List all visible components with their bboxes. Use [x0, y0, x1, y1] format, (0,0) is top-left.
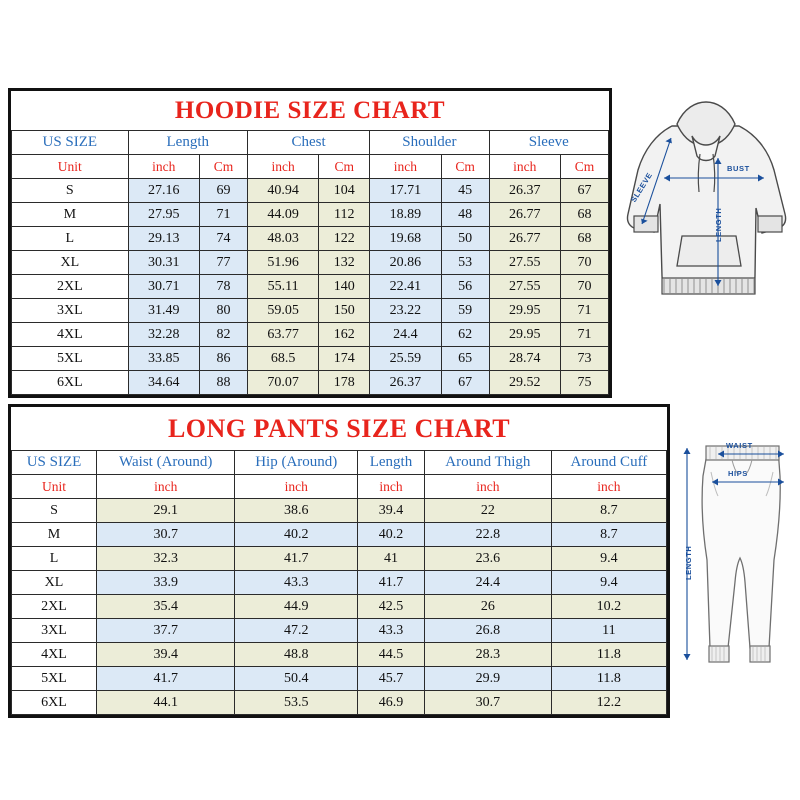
table-row: [12, 667, 667, 691]
row-size: XL: [12, 571, 97, 595]
hoodie-sleeve-label: SLEEVE: [629, 170, 655, 204]
cell: 140: [319, 275, 370, 299]
cell: 41.7: [97, 667, 235, 691]
cell: 67: [441, 371, 489, 395]
cell: 68: [560, 227, 608, 251]
pants-illustration: [672, 432, 798, 722]
cell: 31.49: [128, 299, 199, 323]
cell: 59.05: [247, 299, 318, 323]
unit-label: Unit: [12, 155, 129, 179]
cell: 150: [319, 299, 370, 323]
cell: 50.4: [235, 667, 358, 691]
table-row: [12, 643, 667, 667]
cell: 11: [551, 619, 666, 643]
cell: 9.4: [551, 571, 666, 595]
cell: 41.7: [358, 571, 425, 595]
cell: 53: [441, 251, 489, 275]
row-size: 2XL: [12, 595, 97, 619]
cell: 8.7: [551, 499, 666, 523]
cell: 112: [319, 203, 370, 227]
cell: 24.4: [370, 323, 441, 347]
unit-label: Unit: [12, 475, 97, 499]
cell: 71: [560, 323, 608, 347]
cell: 41.7: [235, 547, 358, 571]
cell: 68: [560, 203, 608, 227]
unit-cell: inch: [489, 155, 560, 179]
table-row: [12, 227, 609, 251]
row-size: 3XL: [12, 299, 129, 323]
pants-size-table: [11, 450, 667, 715]
cell: 178: [319, 371, 370, 395]
unit-cell: Cm: [560, 155, 608, 179]
cell: 44.09: [247, 203, 318, 227]
unit-cell: inch: [235, 475, 358, 499]
cell: 35.4: [97, 595, 235, 619]
table-unit-row: [12, 155, 609, 179]
pants-size-chart-block: [8, 404, 670, 718]
table-row: [12, 203, 609, 227]
cell: 27.55: [489, 275, 560, 299]
cell: 29.52: [489, 371, 560, 395]
row-size: 5XL: [12, 667, 97, 691]
cell: 8.7: [551, 523, 666, 547]
table-row: [12, 499, 667, 523]
row-size: L: [12, 547, 97, 571]
cell: 40.2: [235, 523, 358, 547]
cell: 11.8: [551, 667, 666, 691]
table-row: [12, 371, 609, 395]
cell: 9.4: [551, 547, 666, 571]
header-sleeve: Sleeve: [489, 131, 608, 155]
cell: 80: [199, 299, 247, 323]
cell: 22: [424, 499, 551, 523]
header-us-size: US SIZE: [12, 451, 97, 475]
cell: 48: [441, 203, 489, 227]
cell: 10.2: [551, 595, 666, 619]
row-size: S: [12, 179, 129, 203]
cell: 26: [424, 595, 551, 619]
table-row: [12, 323, 609, 347]
cell: 22.41: [370, 275, 441, 299]
table-row: [12, 547, 667, 571]
cell: 55.11: [247, 275, 318, 299]
cell: 26.77: [489, 203, 560, 227]
cell: 30.7: [97, 523, 235, 547]
cell: 40.94: [247, 179, 318, 203]
cell: 71: [199, 203, 247, 227]
table-row: [12, 179, 609, 203]
cell: 50: [441, 227, 489, 251]
cell: 63.77: [247, 323, 318, 347]
header-us-size: US SIZE: [12, 131, 129, 155]
row-size: 5XL: [12, 347, 129, 371]
cell: 32.3: [97, 547, 235, 571]
table-row: [12, 523, 667, 547]
cell: 43.3: [358, 619, 425, 643]
hoodie-length-label: LENGTH: [714, 207, 723, 242]
cell: 45: [441, 179, 489, 203]
unit-cell: inch: [358, 475, 425, 499]
hoodie-bust-label: BUST: [727, 164, 750, 173]
cell: 26.77: [489, 227, 560, 251]
row-size: 2XL: [12, 275, 129, 299]
row-size: XL: [12, 251, 129, 275]
cell: 48.03: [247, 227, 318, 251]
cell: 82: [199, 323, 247, 347]
cell: 74: [199, 227, 247, 251]
cell: 56: [441, 275, 489, 299]
pants-hips-label: HIPS: [728, 469, 748, 478]
cell: 132: [319, 251, 370, 275]
cell: 70.07: [247, 371, 318, 395]
cell: 18.89: [370, 203, 441, 227]
row-size: M: [12, 523, 97, 547]
unit-cell: Cm: [319, 155, 370, 179]
cell: 26.8: [424, 619, 551, 643]
cell: 25.59: [370, 347, 441, 371]
table-row: [12, 275, 609, 299]
row-size: S: [12, 499, 97, 523]
cell: 65: [441, 347, 489, 371]
row-size: 4XL: [12, 643, 97, 667]
table-row: [12, 571, 667, 595]
cell: 11.8: [551, 643, 666, 667]
table-row: [12, 347, 609, 371]
hoodie-size-chart-block: [8, 88, 612, 398]
row-size: L: [12, 227, 129, 251]
unit-cell: Cm: [441, 155, 489, 179]
hoodie-svg: [614, 96, 796, 326]
cell: 33.9: [97, 571, 235, 595]
table-header-row: [12, 451, 667, 475]
header-around-cuff: Around Cuff: [551, 451, 666, 475]
cell: 70: [560, 251, 608, 275]
row-size: 6XL: [12, 691, 97, 715]
cell: 27.16: [128, 179, 199, 203]
cell: 27.95: [128, 203, 199, 227]
cell: 17.71: [370, 179, 441, 203]
cell: 51.96: [247, 251, 318, 275]
cell: 12.2: [551, 691, 666, 715]
cell: 68.5: [247, 347, 318, 371]
cell: 45.7: [358, 667, 425, 691]
cell: 28.3: [424, 643, 551, 667]
cell: 69: [199, 179, 247, 203]
cell: 30.7: [424, 691, 551, 715]
cell: 41: [358, 547, 425, 571]
cell: 32.28: [128, 323, 199, 347]
cell: 73: [560, 347, 608, 371]
cell: 44.9: [235, 595, 358, 619]
cell: 29.95: [489, 323, 560, 347]
table-row: [12, 299, 609, 323]
cell: 23.22: [370, 299, 441, 323]
header-shoulder: Shoulder: [370, 131, 489, 155]
row-size: 6XL: [12, 371, 129, 395]
cell: 62: [441, 323, 489, 347]
cell: 39.4: [97, 643, 235, 667]
unit-cell: inch: [97, 475, 235, 499]
row-size: M: [12, 203, 129, 227]
cell: 34.64: [128, 371, 199, 395]
pants-waist-label: WAIST: [726, 441, 753, 450]
pants-chart-title: LONG PANTS SIZE CHART: [167, 414, 511, 443]
cell: 20.86: [370, 251, 441, 275]
cell: 44.1: [97, 691, 235, 715]
cell: 33.85: [128, 347, 199, 371]
cell: 28.74: [489, 347, 560, 371]
pants-length-label: LENGTH: [684, 545, 693, 580]
cell: 29.9: [424, 667, 551, 691]
table-row: [12, 595, 667, 619]
cell: 53.5: [235, 691, 358, 715]
cell: 42.5: [358, 595, 425, 619]
cell: 39.4: [358, 499, 425, 523]
cell: 37.7: [97, 619, 235, 643]
row-size: 4XL: [12, 323, 129, 347]
header-length: Length: [128, 131, 247, 155]
cell: 43.3: [235, 571, 358, 595]
cell: 104: [319, 179, 370, 203]
cell: 30.31: [128, 251, 199, 275]
cell: 29.13: [128, 227, 199, 251]
cell: 29.95: [489, 299, 560, 323]
cell: 44.5: [358, 643, 425, 667]
cell: 77: [199, 251, 247, 275]
cell: 29.1: [97, 499, 235, 523]
cell: 162: [319, 323, 370, 347]
unit-cell: inch: [128, 155, 199, 179]
cell: 24.4: [424, 571, 551, 595]
cell: 48.8: [235, 643, 358, 667]
table-row: [12, 251, 609, 275]
unit-cell: inch: [370, 155, 441, 179]
unit-cell: inch: [247, 155, 318, 179]
table-header-row: [12, 131, 609, 155]
hoodie-size-table: [11, 130, 609, 395]
cell: 46.9: [358, 691, 425, 715]
cell: 59: [441, 299, 489, 323]
table-row: [12, 691, 667, 715]
cell: 88: [199, 371, 247, 395]
cell: 122: [319, 227, 370, 251]
cell: 86: [199, 347, 247, 371]
header-chest: Chest: [247, 131, 369, 155]
cell: 75: [560, 371, 608, 395]
cell: 27.55: [489, 251, 560, 275]
unit-cell: inch: [551, 475, 666, 499]
cell: 38.6: [235, 499, 358, 523]
hoodie-illustration: [614, 96, 796, 326]
table-row: [12, 619, 667, 643]
hoodie-chart-title: HOODIE SIZE CHART: [174, 97, 446, 124]
unit-cell: inch: [424, 475, 551, 499]
header-waist: Waist (Around): [97, 451, 235, 475]
cell: 40.2: [358, 523, 425, 547]
cell: 30.71: [128, 275, 199, 299]
cell: 23.6: [424, 547, 551, 571]
cell: 26.37: [489, 179, 560, 203]
cell: 67: [560, 179, 608, 203]
row-size: 3XL: [12, 619, 97, 643]
cell: 174: [319, 347, 370, 371]
table-unit-row: [12, 475, 667, 499]
cell: 26.37: [370, 371, 441, 395]
header-length: Length: [358, 451, 425, 475]
unit-cell: Cm: [199, 155, 247, 179]
cell: 78: [199, 275, 247, 299]
cell: 22.8: [424, 523, 551, 547]
header-around-thigh: Around Thigh: [424, 451, 551, 475]
cell: 71: [560, 299, 608, 323]
cell: 47.2: [235, 619, 358, 643]
header-hip: Hip (Around): [235, 451, 358, 475]
cell: 70: [560, 275, 608, 299]
cell: 19.68: [370, 227, 441, 251]
